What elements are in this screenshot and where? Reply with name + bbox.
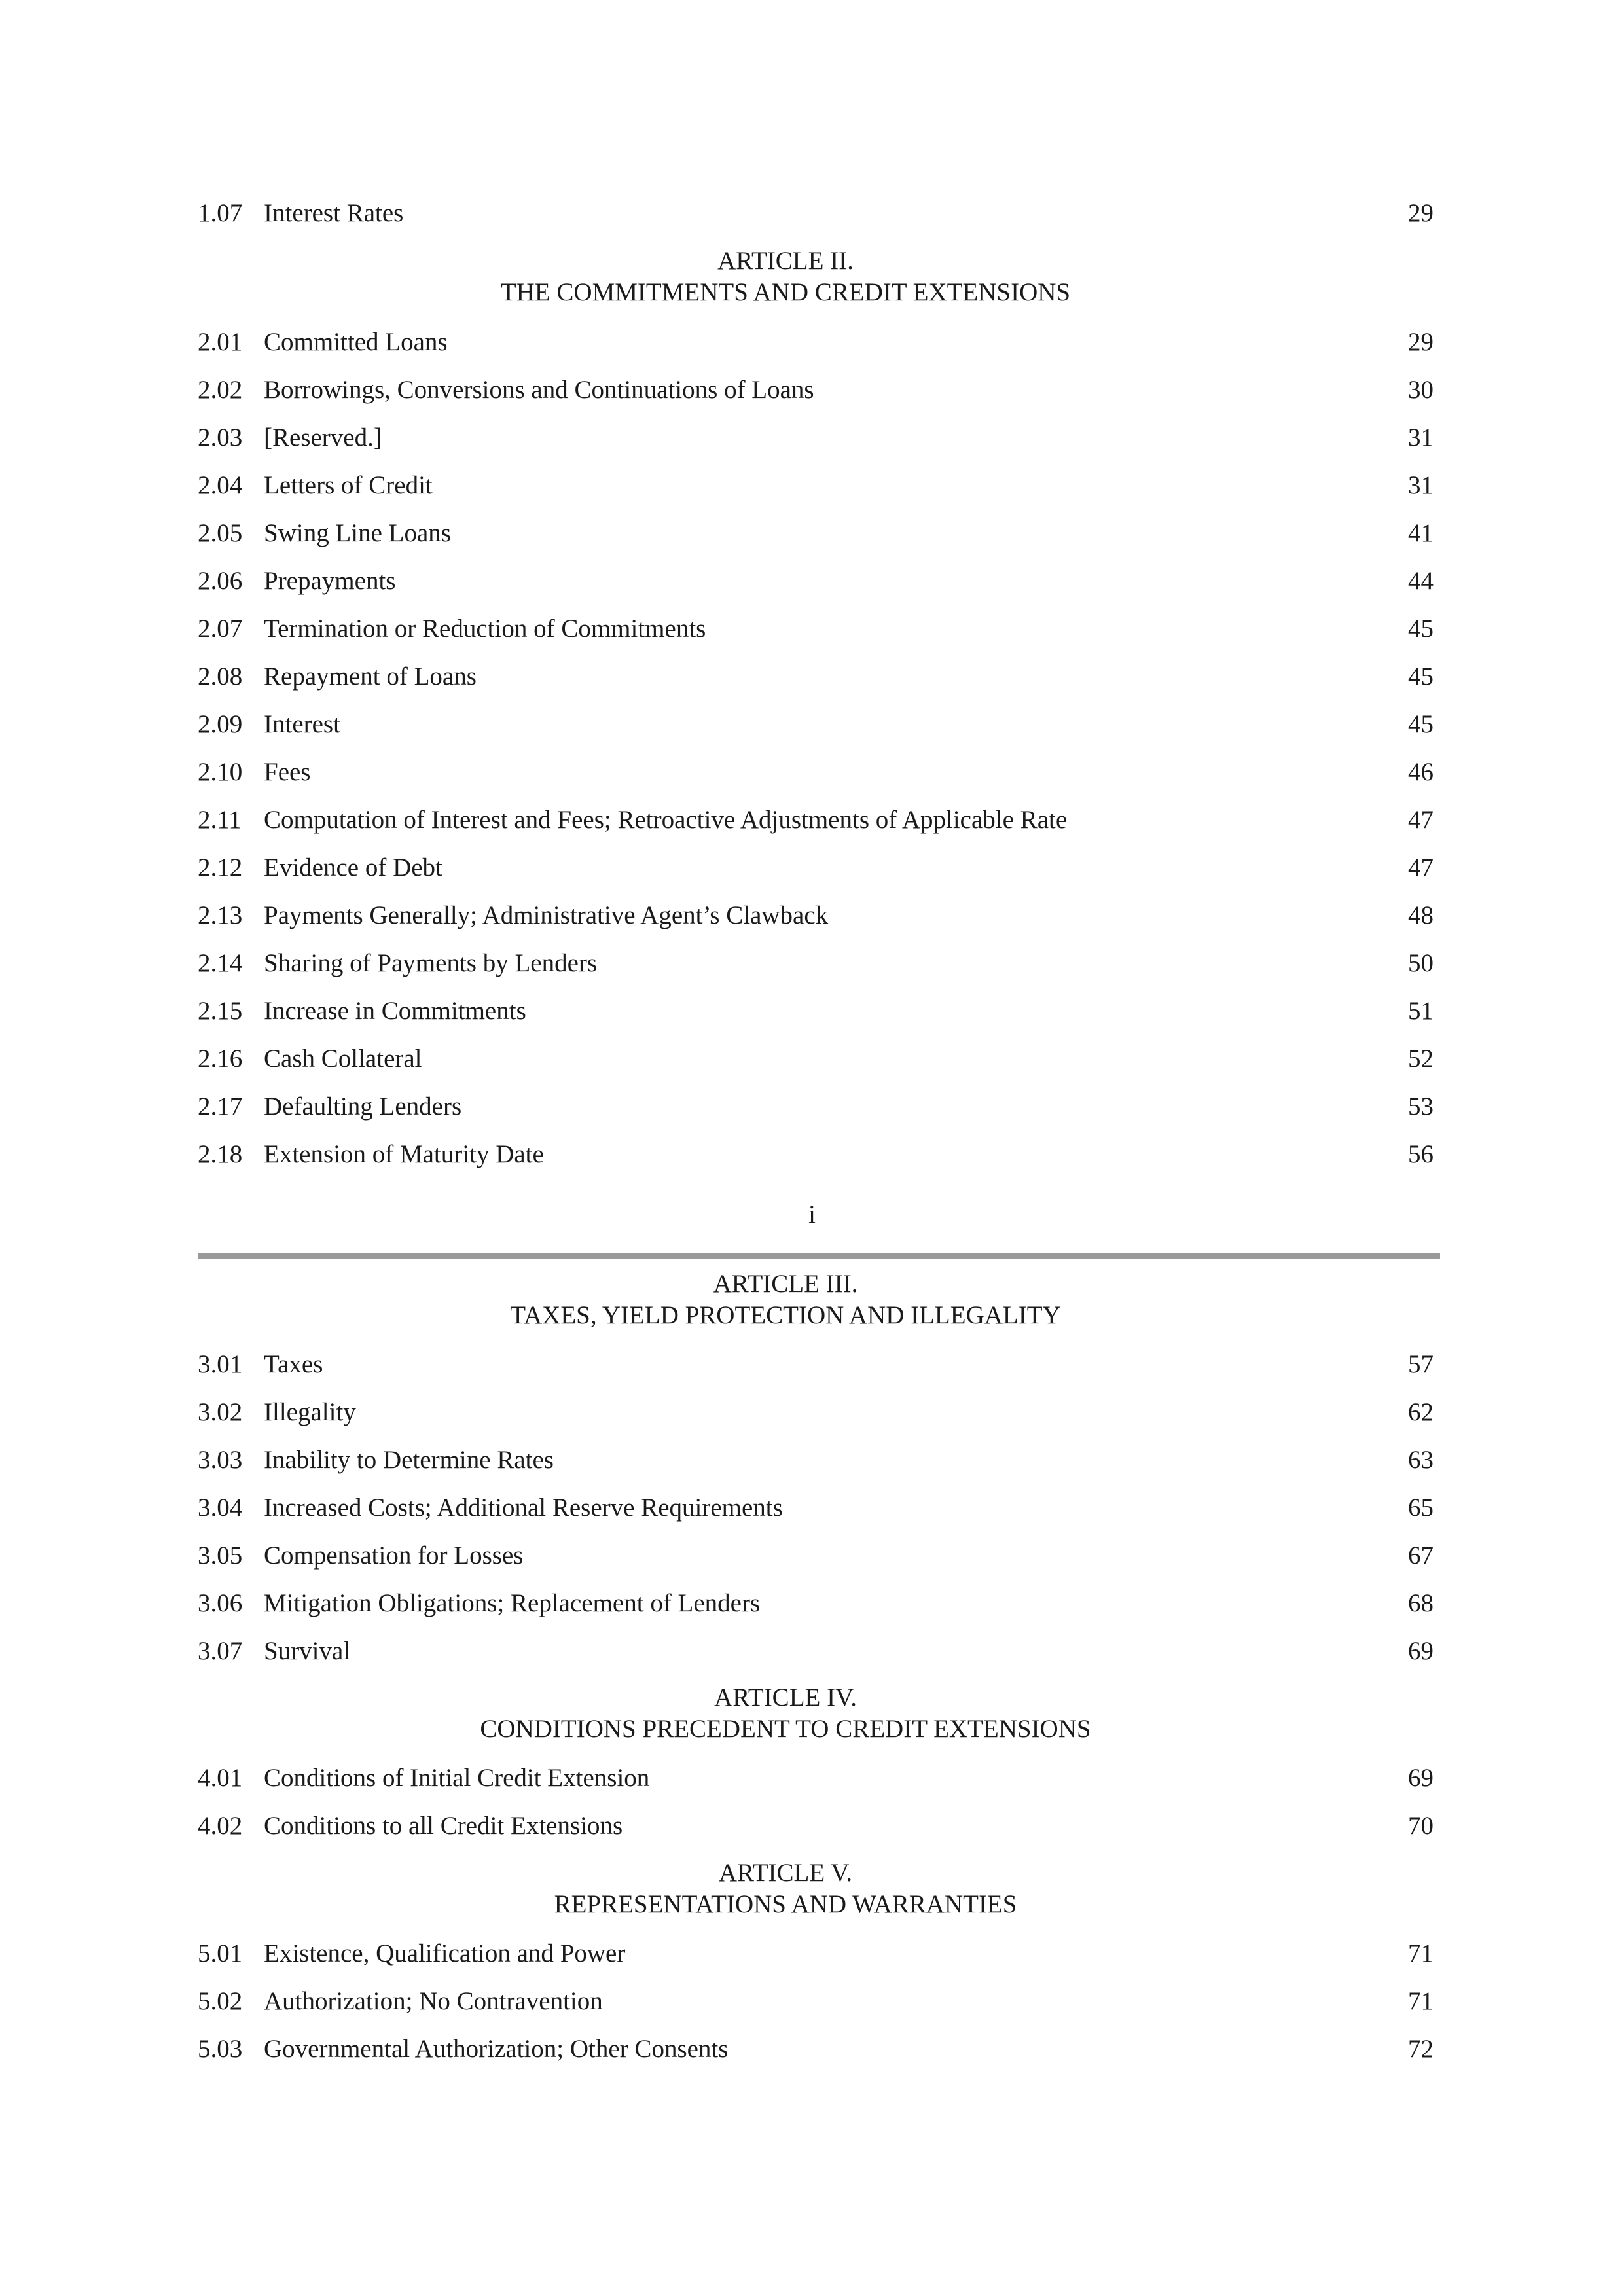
section-title: Defaulting Lenders bbox=[264, 1092, 462, 1121]
article-title: CONDITIONS PRECEDENT TO CREDIT EXTENSIONS bbox=[480, 1715, 1091, 1743]
page-number: 30 bbox=[1408, 376, 1434, 404]
toc-entry-3-04[interactable] bbox=[198, 1488, 1434, 1528]
toc-entry-2-02[interactable] bbox=[198, 370, 1434, 410]
section-number: 3.01 bbox=[198, 1350, 243, 1378]
page-number: 52 bbox=[1408, 1045, 1434, 1073]
toc-entry-3-02[interactable] bbox=[198, 1393, 1434, 1432]
page-number: 48 bbox=[1408, 901, 1434, 929]
toc-entry-2-11[interactable] bbox=[198, 800, 1434, 840]
article-label: ARTICLE V. bbox=[718, 1859, 853, 1887]
page-number: 44 bbox=[1408, 567, 1434, 595]
page-divider bbox=[198, 1253, 1440, 1259]
section-number: 2.17 bbox=[198, 1092, 243, 1121]
page-number: 70 bbox=[1408, 1812, 1434, 1840]
section-title: Sharing of Payments by Lenders bbox=[264, 949, 598, 977]
article-title: THE COMMITMENTS AND CREDIT EXTENSIONS bbox=[500, 278, 1071, 306]
article-label: ARTICLE II. bbox=[717, 247, 854, 275]
article-heading-iii bbox=[0, 1268, 1571, 1331]
page-number: 47 bbox=[1408, 853, 1434, 882]
section-title: Survival bbox=[264, 1637, 351, 1665]
toc-entry-2-10[interactable] bbox=[198, 753, 1434, 792]
page-number: 50 bbox=[1408, 949, 1434, 977]
toc-entry-2-17[interactable] bbox=[198, 1087, 1434, 1126]
page-number: 29 bbox=[1408, 328, 1434, 356]
section-number: 3.06 bbox=[198, 1589, 243, 1617]
toc-entry-2-05[interactable] bbox=[198, 514, 1434, 553]
toc-entry-2-07[interactable] bbox=[198, 609, 1434, 649]
page-number: 45 bbox=[1408, 710, 1434, 738]
toc-entry-3-05[interactable] bbox=[198, 1536, 1434, 1575]
section-number: 2.15 bbox=[198, 997, 243, 1025]
section-number: 2.08 bbox=[198, 662, 243, 691]
section-title: Termination or Reduction of Commitments bbox=[264, 615, 706, 643]
section-number: 4.02 bbox=[198, 1812, 243, 1840]
toc-entry-3-03[interactable] bbox=[198, 1441, 1434, 1480]
section-number: 2.14 bbox=[198, 949, 243, 977]
section-number: 2.12 bbox=[198, 853, 243, 882]
toc-entry-2-16[interactable] bbox=[198, 1039, 1434, 1079]
section-title: Payments Generally; Administrative Agent’s Clawback bbox=[264, 901, 829, 929]
section-title: Prepayments bbox=[264, 567, 396, 595]
toc-entry-2-14[interactable] bbox=[198, 944, 1434, 983]
page-number: 45 bbox=[1408, 615, 1434, 643]
toc-entry-5-03[interactable] bbox=[198, 2030, 1434, 2069]
section-number: 2.02 bbox=[198, 376, 243, 404]
section-number: 2.16 bbox=[198, 1045, 243, 1073]
page-number: 69 bbox=[1408, 1637, 1434, 1665]
section-number: 3.03 bbox=[198, 1446, 243, 1474]
section-title: Borrowings, Conversions and Continuations of Loans bbox=[264, 376, 814, 404]
page-number: 67 bbox=[1408, 1541, 1434, 1570]
footer-page-number: i bbox=[808, 1200, 816, 1229]
section-title: Inability to Determine Rates bbox=[264, 1446, 554, 1474]
toc-entry-2-03[interactable] bbox=[198, 418, 1434, 457]
article-heading-v bbox=[0, 1857, 1571, 1920]
section-title: Conditions of Initial Credit Extension bbox=[264, 1764, 650, 1792]
page-number: 65 bbox=[1408, 1494, 1434, 1522]
section-number: 5.02 bbox=[198, 1987, 243, 2015]
section-number: 2.18 bbox=[198, 1140, 243, 1168]
section-title: Illegality bbox=[264, 1398, 356, 1426]
section-title: Increase in Commitments bbox=[264, 997, 526, 1025]
article-label: ARTICLE IV. bbox=[714, 1683, 857, 1712]
page-number: 57 bbox=[1408, 1350, 1434, 1378]
article-label: ARTICLE III. bbox=[713, 1270, 858, 1298]
section-number: 2.06 bbox=[198, 567, 243, 595]
section-title: Conditions to all Credit Extensions bbox=[264, 1812, 623, 1840]
toc-entry-3-01[interactable] bbox=[198, 1345, 1434, 1384]
page-number: 69 bbox=[1408, 1764, 1434, 1792]
section-title: Extension of Maturity Date bbox=[264, 1140, 544, 1168]
toc-entry-5-02[interactable] bbox=[198, 1982, 1434, 2021]
page-number: 68 bbox=[1408, 1589, 1434, 1617]
section-number: 4.01 bbox=[198, 1764, 243, 1792]
section-number: 3.04 bbox=[198, 1494, 243, 1522]
section-title: Computation of Interest and Fees; Retroactive Adjustments of Applicable Rate bbox=[264, 806, 1068, 834]
section-title: Repayment of Loans bbox=[264, 662, 477, 691]
page-number: 31 bbox=[1408, 471, 1434, 499]
section-number: 5.01 bbox=[198, 1939, 243, 1967]
section-title: Letters of Credit bbox=[264, 471, 433, 499]
section-title: Governmental Authorization; Other Consents bbox=[264, 2035, 729, 2063]
page-number: 56 bbox=[1408, 1140, 1434, 1168]
page-number: 53 bbox=[1408, 1092, 1434, 1121]
section-title: Existence, Qualification and Power bbox=[264, 1939, 626, 1967]
page-number: 46 bbox=[1408, 758, 1434, 786]
section-title: Compensation for Losses bbox=[264, 1541, 524, 1570]
section-number: 3.07 bbox=[198, 1637, 243, 1665]
section-number: 2.07 bbox=[198, 615, 243, 643]
page-number: 72 bbox=[1408, 2035, 1434, 2063]
article-title: REPRESENTATIONS AND WARRANTIES bbox=[554, 1890, 1017, 1918]
section-number: 1.07 bbox=[198, 199, 243, 227]
page-number: 51 bbox=[1408, 997, 1434, 1025]
page-number: 63 bbox=[1408, 1446, 1434, 1474]
section-title: Taxes bbox=[264, 1350, 323, 1378]
toc-entry-1-07[interactable] bbox=[198, 194, 1434, 233]
toc-entry-3-07[interactable] bbox=[198, 1632, 1434, 1671]
toc-entry-4-01[interactable] bbox=[198, 1759, 1434, 1798]
section-number: 2.11 bbox=[198, 806, 242, 834]
article-title: TAXES, YIELD PROTECTION AND ILLEGALITY bbox=[510, 1301, 1061, 1329]
section-number: 2.13 bbox=[198, 901, 243, 929]
section-title: Increased Costs; Additional Reserve Requirements bbox=[264, 1494, 783, 1522]
section-title: Authorization; No Contravention bbox=[264, 1987, 603, 2015]
page-number: 71 bbox=[1408, 1987, 1434, 2015]
article-heading-iv bbox=[0, 1682, 1571, 1745]
section-number: 2.10 bbox=[198, 758, 243, 786]
section-number: 2.09 bbox=[198, 710, 243, 738]
toc-entry-4-02[interactable] bbox=[198, 1806, 1434, 1846]
page-number: 71 bbox=[1408, 1939, 1434, 1967]
section-title: Mitigation Obligations; Replacement of Lenders bbox=[264, 1589, 761, 1617]
section-number: 2.03 bbox=[198, 423, 243, 452]
section-title: [Reserved.] bbox=[264, 423, 382, 452]
section-number: 5.03 bbox=[198, 2035, 243, 2063]
toc-entry-5-01[interactable] bbox=[198, 1934, 1434, 1973]
section-title: Interest Rates bbox=[264, 199, 404, 227]
toc-entry-2-18[interactable] bbox=[198, 1135, 1434, 1174]
section-title: Evidence of Debt bbox=[264, 853, 442, 882]
toc-entry-2-13[interactable] bbox=[198, 896, 1434, 935]
toc-entry-2-08[interactable] bbox=[198, 657, 1434, 696]
page-number: 45 bbox=[1408, 662, 1434, 691]
toc-entry-3-06[interactable] bbox=[198, 1584, 1434, 1623]
toc-entry-2-01[interactable] bbox=[198, 323, 1434, 362]
section-number: 2.01 bbox=[198, 328, 243, 356]
toc-entry-2-15[interactable] bbox=[198, 992, 1434, 1031]
section-number: 3.02 bbox=[198, 1398, 243, 1426]
toc-entry-2-12[interactable] bbox=[198, 848, 1434, 888]
toc-entry-2-06[interactable] bbox=[198, 562, 1434, 601]
section-title: Fees bbox=[264, 758, 311, 786]
section-title: Cash Collateral bbox=[264, 1045, 422, 1073]
page-number: 31 bbox=[1408, 423, 1434, 452]
section-title: Committed Loans bbox=[264, 328, 448, 356]
page-number: 41 bbox=[1408, 519, 1434, 547]
section-title: Interest bbox=[264, 710, 340, 738]
section-number: 2.05 bbox=[198, 519, 243, 547]
page-number: 29 bbox=[1408, 199, 1434, 227]
page-number: 47 bbox=[1408, 806, 1434, 834]
section-title: Swing Line Loans bbox=[264, 519, 451, 547]
article-heading-ii bbox=[0, 245, 1571, 308]
section-number: 3.05 bbox=[198, 1541, 243, 1570]
toc-entry-2-04[interactable] bbox=[198, 466, 1434, 505]
page-number: 62 bbox=[1408, 1398, 1434, 1426]
toc-entry-2-09[interactable] bbox=[198, 705, 1434, 744]
section-number: 2.04 bbox=[198, 471, 243, 499]
